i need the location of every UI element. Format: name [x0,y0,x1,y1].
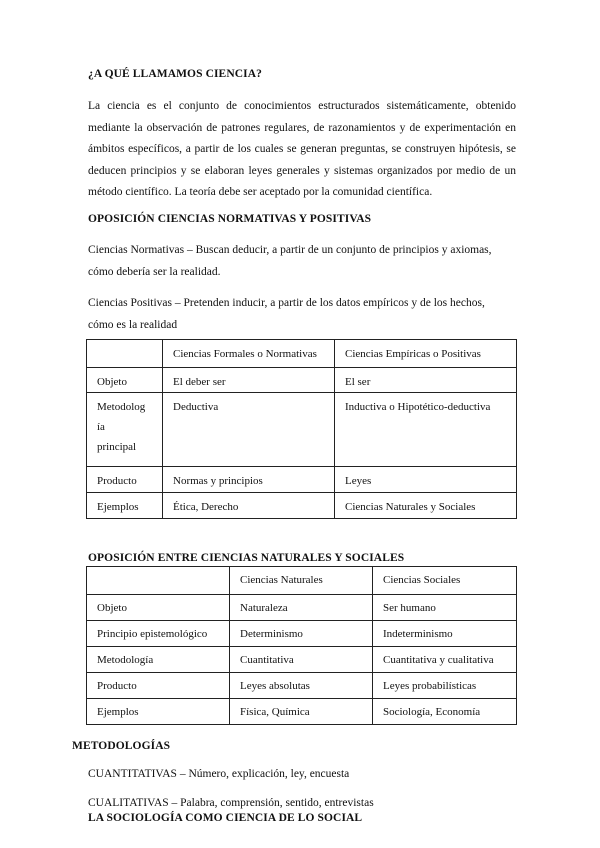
table-cell: Leyes [335,467,517,493]
sociology-heading: LA SOCIOLOGÍA COMO CIENCIA DE LO SOCIAL [88,812,363,824]
table-cell: El deber ser [163,368,335,393]
table-cell: Normas y principios [163,467,335,493]
row-label-cell: Metodología [87,647,230,673]
table-cell: Leyes absolutas [230,673,373,699]
wrapped-label-part: ía [97,421,105,433]
row-label-cell: Producto [87,467,163,493]
methodologies-heading: METODOLOGÍAS [72,740,171,752]
table-row [87,393,517,467]
table-row [87,621,517,647]
row-label-cell: Producto [87,673,230,699]
table-cell: Sociología, Economía [373,699,517,725]
wrapped-label-part: Metodolog [97,401,146,413]
table-header-cell: Ciencias Empíricas o Positivas [335,340,517,368]
positive-line-2: cómo es la realidad [88,318,178,331]
table-cell: Determinismo [230,621,373,647]
normative-sciences-text [88,240,492,283]
table-cell [87,340,163,368]
positive-sciences-text [88,293,485,336]
row-label-cell: Ejemplos [87,699,230,725]
table-cell: Ética, Derecho [163,493,335,519]
row-label-cell: Objeto [87,368,163,393]
normative-line-2: cómo debería ser la realidad. [88,265,221,278]
normative-positive-heading: OPOSICIÓN CIENCIAS NORMATIVAS Y POSITIVAS [88,213,372,225]
table-row [87,699,517,725]
table-cell: Deductiva [163,393,335,467]
table-header-row [87,567,517,595]
table-cell: Cuantitativa [230,647,373,673]
positive-line-1: Ciencias Positivas – Pretenden inducir, a partir de los datos empíricos y de los hechos, [88,297,485,309]
natural-social-table [86,566,517,725]
row-label-cell: Objeto [87,595,230,621]
row-label-cell: Principio epistemológico [87,621,230,647]
table-header-row [87,340,517,368]
table-cell: Indeterminismo [373,621,517,647]
table-header-cell: Ciencias Formales o Normativas [163,340,335,368]
row-label-cell [87,393,163,467]
table-header-cell: Ciencias Naturales [230,567,373,595]
table-cell: El ser [335,368,517,393]
table-row [87,673,517,699]
quantitative-methods-text: CUANTITATIVAS – Número, explicación, ley, encuesta [88,768,350,780]
normative-positive-table [86,339,517,519]
table-cell: Ciencias Naturales y Sociales [335,493,517,519]
row-label-cell: Ejemplos [87,493,163,519]
science-heading: ¿A QUÉ LLAMAMOS CIENCIA? [88,68,262,80]
table-row [87,647,517,673]
table-cell: Inductiva o Hipotético-deductiva [335,393,517,467]
table-cell: Naturaleza [230,595,373,621]
table-row [87,368,517,393]
table-cell: Leyes probabilísticas [373,673,517,699]
normative-line-1: Ciencias Normativas – Buscan deducir, a partir de un conjunto de principios y axiomas, [88,244,492,256]
table-cell: Física, Química [230,699,373,725]
table-header-cell: Ciencias Sociales [373,567,517,595]
table-cell: Cuantitativa y cualitativa [373,647,517,673]
science-definition: La ciencia es el conjunto de conocimientos estructurados sistemáticamente, obtenido mediante la observación de patrones regulares, de razonamientos y de experimentación en ámbitos específicos, a partir de los cuales se generan preguntas, se construyen hipótesis, se deducen principios y se elaboran leyes generales y sistemas organizados por medio de un método científico. La teoría debe ser aceptado por la comunidad científica. [88,100,516,198]
table-cell [87,567,230,595]
table-row [87,493,517,519]
table-row [87,467,517,493]
table-row [87,595,517,621]
wrapped-label-part: principal [97,441,137,453]
qualitative-methods-text: CUALITATIVAS – Palabra, comprensión, sentido, entrevistas [88,797,374,809]
natural-social-heading: OPOSICIÓN ENTRE CIENCIAS NATURALES Y SOCIALES [88,552,405,564]
table-cell: Ser humano [373,595,517,621]
